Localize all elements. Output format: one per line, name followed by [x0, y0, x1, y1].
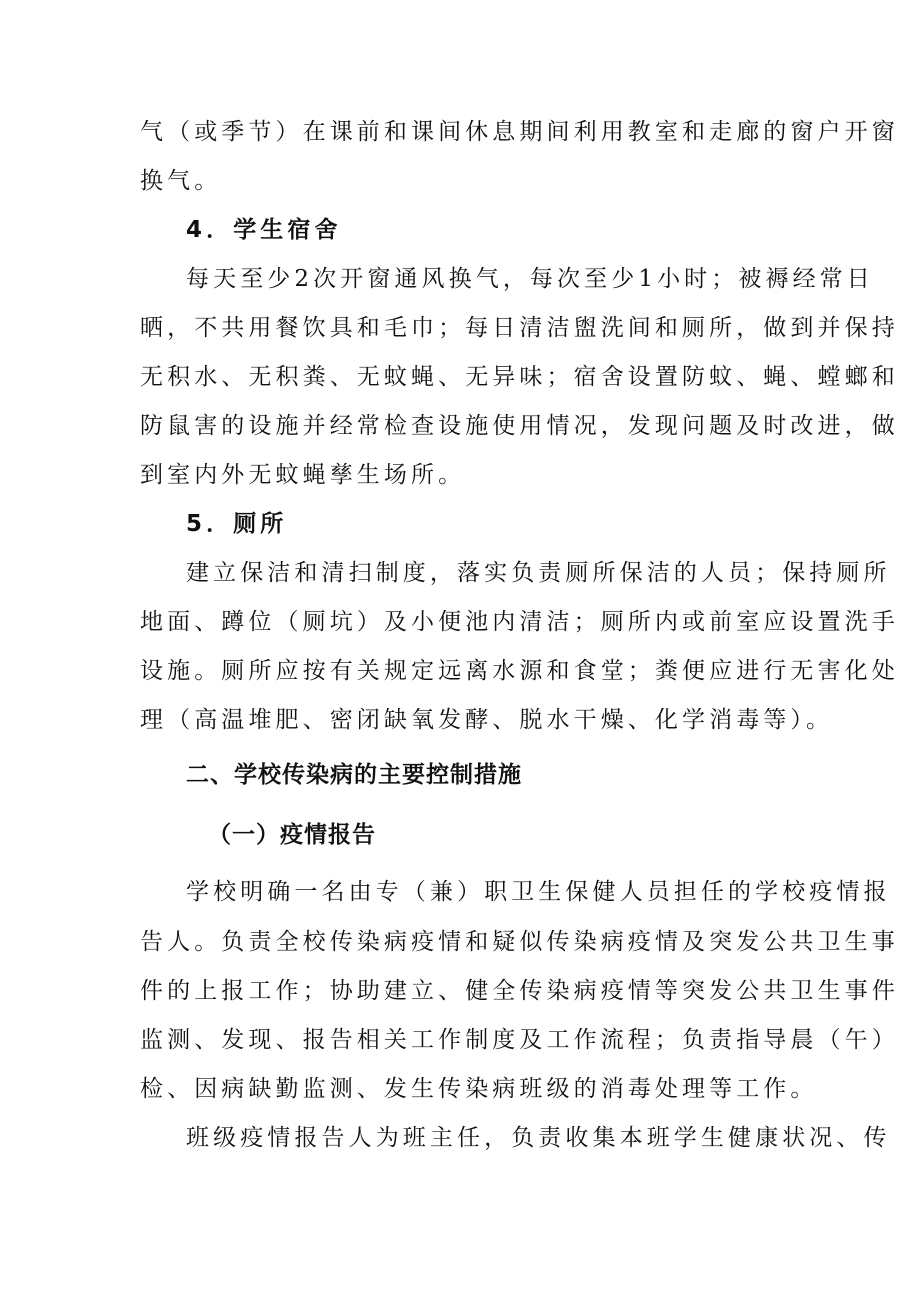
paragraph-line: 无积水、无积粪、无蚊蝇、无异味；宿舍设置防蚊、蝇、螳螂和: [140, 364, 899, 390]
paragraph-line: 到室内外无蚊蝇孳生场所。: [140, 462, 466, 488]
paragraph-line: 每天至少2次开窗通风换气，每次至少1小时；被褥经常日: [186, 266, 874, 292]
paragraph-line: 晒，不共用餐饮具和毛巾；每日清洁盥洗间和厕所，做到并保持: [140, 315, 899, 341]
paragraph-line: 防鼠害的设施并经常检查设施使用情况，发现问题及时改进，做: [140, 413, 899, 439]
paragraph-line: 学校明确一名由专（兼）职卫生保健人员担任的学校疫情报: [186, 879, 891, 905]
section-title-4: 4．学生宿舍: [186, 217, 342, 243]
paragraph-line: 班级疫情报告人为班主任，负责收集本班学生健康状况、传: [186, 1125, 891, 1151]
paragraph-line: 件的上报工作；协助建立、健全传染病疫情等突发公共卫生事件: [140, 978, 899, 1004]
paragraph-line: 地面、蹲位（厕坑）及小便池内清洁；厕所内或前室应设置洗手: [140, 609, 899, 635]
paragraph-line: 监测、发现、报告相关工作制度及工作流程；负责指导晨（午）: [140, 1027, 899, 1053]
paragraph-line: 检、因病缺勤监测、发生传染病班级的消毒处理等工作。: [140, 1076, 818, 1102]
section-title-5: 5．厕所: [186, 511, 288, 537]
heading-control-measures: 二、学校传染病的主要控制措施: [186, 762, 522, 788]
subheading-epidemic-report: （一）疫情报告: [208, 822, 376, 848]
paragraph-line: 设施。厕所应按有关规定远离水源和食堂；粪便应进行无害化处: [140, 658, 899, 684]
paragraph-line: 建立保洁和清扫制度，落实负责厕所保洁的人员；保持厕所: [186, 560, 891, 586]
paragraph-line: 换气。: [140, 168, 222, 194]
paragraph-line: 告人。负责全校传染病疫情和疑似传染病疫情及突发公共卫生事: [140, 929, 899, 955]
paragraph-line: 气（或季节）在课前和课间休息期间利用教室和走廊的窗户开窗: [140, 119, 899, 145]
paragraph-line: 理（高温堆肥、密闭缺氧发酵、脱水干燥、化学消毒等）。: [140, 707, 834, 733]
